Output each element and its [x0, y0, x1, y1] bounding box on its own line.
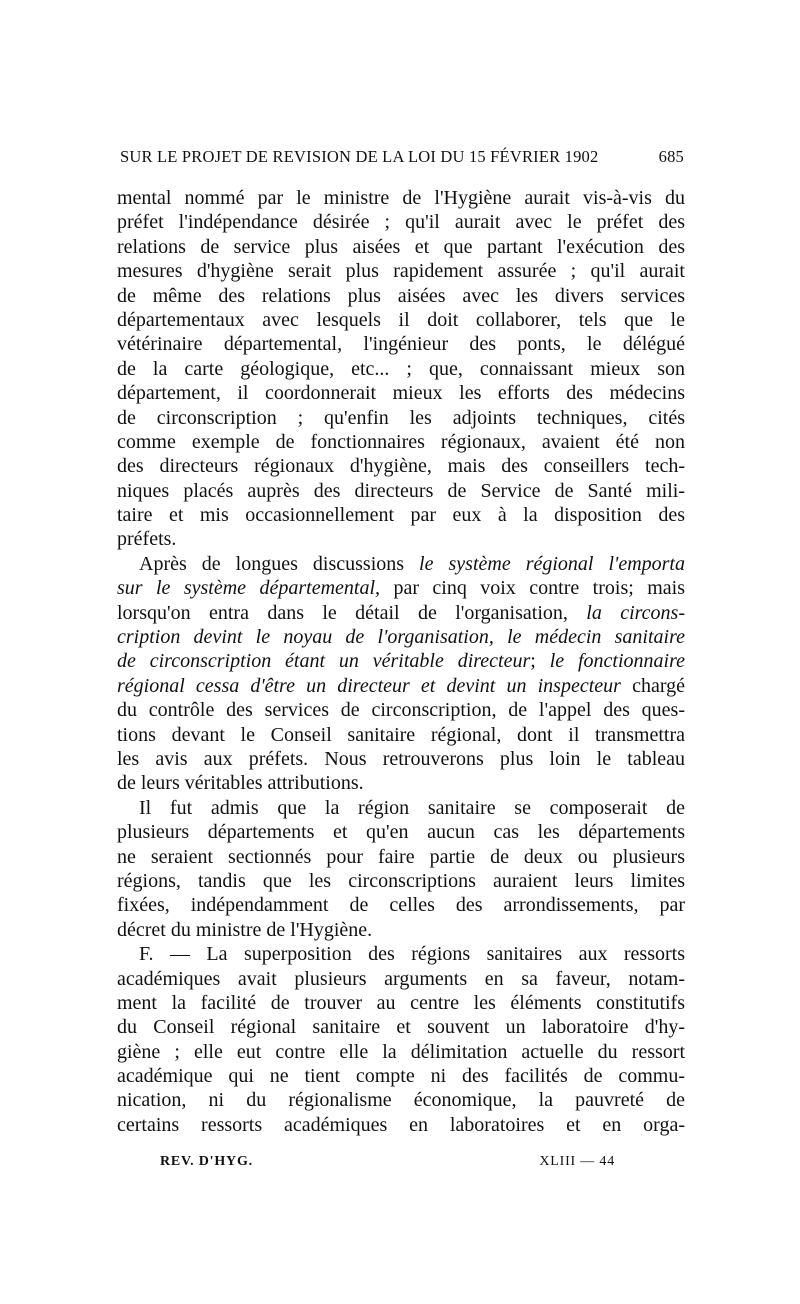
text-line: ment la facilité de trouver au centre les éléments constitutifs: [117, 991, 685, 1014]
text-line: Il fut admis que la région sanitaire se composerait de: [139, 796, 685, 819]
text-line: du contrôle des services de circonscription, de l'appel des ques-: [117, 699, 685, 722]
text-run: lorsqu'on entra dans le détail de l'organisation,: [117, 601, 587, 624]
text-line: [117, 552, 685, 576]
text-line: certains ressorts académiques en laboratoires et en orga-: [117, 1113, 685, 1136]
text-line: [117, 601, 685, 625]
text-line: de la carte géologique, etc... ; que, connaissant mieux son: [117, 357, 685, 380]
italic-run: le fonctionnaire: [549, 650, 685, 673]
text-line: mesures d'hygiène serait plus rapidement assurée ; qu'il aurait: [117, 260, 685, 283]
text-line: académique qui ne tient compte ni des facilités de commu-: [117, 1065, 685, 1088]
text-line: [117, 674, 685, 698]
text-line: [117, 649, 685, 673]
italic-run: cription devint le noyau de l'organisation, le médecin sanitaire: [117, 626, 685, 649]
body-text: [117, 186, 685, 1137]
text-line: décret du ministre de l'Hygiène.: [117, 918, 373, 941]
text-line: préfet l'indépendance désirée ; qu'il aurait avec le préfet des: [117, 211, 685, 234]
text-line: [117, 576, 685, 600]
text-line: département, il coordonnerait mieux les efforts des médecins: [117, 382, 685, 405]
italic-run: sur le système départemental,: [117, 577, 381, 600]
journal-signature: REV. D'HYG.: [160, 1154, 253, 1169]
text-line: de même des relations plus aisées avec les divers services: [117, 284, 685, 307]
text-run: ;: [530, 650, 550, 673]
text-line: comme exemple de fonctionnaires régionaux, avaient été non: [117, 430, 685, 453]
volume-signature: XLIII — 44: [539, 1154, 615, 1169]
text-line: les avis aux préfets. Nous retrouverons plus loin le tableau: [117, 747, 685, 770]
text-line: mental nommé par le ministre de l'Hygiène aurait vis-à-vis du: [117, 187, 685, 209]
text-line: giène ; elle eut contre elle la délimitation actuelle du ressort: [117, 1040, 685, 1063]
italic-run: de circonscription étant un véritable directeur: [117, 650, 531, 673]
text-line: plusieurs départements et qu'en aucun cas les départements: [117, 821, 685, 844]
text-line: taire et mis occasionnellement par eux à la disposition des: [117, 504, 685, 527]
italic-run: régional cessa d'être un directeur et devint un inspecteur: [117, 674, 621, 697]
text-line: académiques avait plusieurs arguments en sa faveur, notam-: [117, 967, 685, 990]
text-line: vétérinaire départemental, l'ingénieur des ponts, le délégué: [117, 333, 685, 356]
text-line: tions devant le Conseil sanitaire régional, dont il transmettra: [117, 723, 685, 746]
text-line: départementaux avec lesquels il doit collaborer, tels que le: [117, 308, 685, 331]
text-run: chargé: [620, 674, 685, 697]
text-line: niques placés auprès des directeurs de Service de Santé mili-: [117, 479, 685, 502]
text-line: des directeurs régionaux d'hygiène, mais des conseillers tech-: [117, 455, 685, 478]
italic-run: le système régional l'emporta: [419, 552, 685, 575]
text-line: ne seraient sectionnés pour faire partie de deux ou plusieurs: [117, 845, 685, 868]
text-run: par cinq voix contre trois; mais: [380, 577, 685, 600]
text-line: F. — La superposition des régions sanitaires aux ressorts: [139, 943, 685, 966]
running-head-title: SUR LE PROJET DE REVISION DE LA LOI DU 15 FÉVRIER 1902: [120, 147, 599, 166]
text-run: Après de longues discussions: [139, 552, 420, 575]
italic-run: la circons-: [586, 601, 685, 624]
text-line: du Conseil régional sanitaire et souvent un laboratoire d'hy-: [117, 1016, 685, 1039]
text-line: préfets.: [117, 528, 177, 551]
page-number: 685: [658, 147, 684, 166]
text-line: de circonscription ; qu'enfin les adjoints techniques, cités: [117, 406, 685, 429]
text-line: de leurs véritables attributions.: [117, 772, 364, 795]
text-line: nication, ni du régionalisme économique, la pauvreté de: [117, 1089, 685, 1112]
text-line: [117, 625, 685, 649]
text-line: régions, tandis que les circonscriptions auraient leurs limites: [117, 869, 685, 892]
text-line: relations de service plus aisées et que partant l'exécution des: [117, 235, 685, 258]
text-line: fixées, indépendamment de celles des arrondissements, par: [117, 894, 685, 917]
